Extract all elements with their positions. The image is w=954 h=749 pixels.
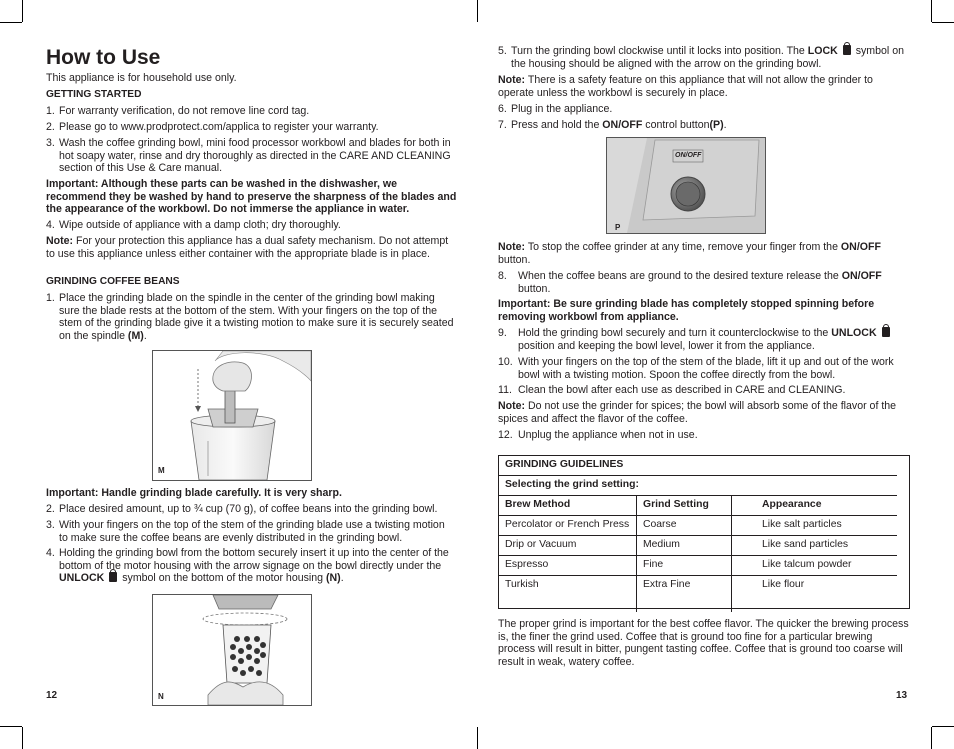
figure-n-illustration — [152, 594, 312, 706]
item-text: For warranty verification, do not remove line cord tag. — [59, 105, 310, 117]
note-text: For your protection this appliance has a dual safety mechanism. Do not attempt to use this appliance unless either container with the appropriate blade is in place. — [46, 235, 449, 260]
item-number: 4. — [46, 219, 55, 231]
list-item — [46, 292, 456, 342]
column-header: Brew Method — [499, 496, 637, 516]
table-cell: Espresso — [499, 556, 637, 576]
table-row — [499, 536, 897, 556]
page-number-right: 13 — [896, 690, 908, 701]
item-number: 12. — [498, 429, 513, 441]
item-text — [498, 45, 910, 70]
unlock-label: UNLOCK — [831, 327, 877, 339]
figure-label: P — [615, 223, 621, 232]
table-row — [499, 556, 897, 576]
figure-p-illustration — [606, 137, 766, 234]
note-label: Note: — [498, 400, 526, 412]
unlock-icon — [882, 327, 890, 337]
item-text-body: Hold the grinding bowl securely and turn it counterclockwise to the — [518, 327, 829, 339]
note-label: Note: — [498, 241, 526, 253]
table-cell: Turkish — [499, 576, 637, 613]
item-text-body: Press and hold the — [511, 119, 600, 131]
table-title-row — [499, 456, 897, 476]
crop-mark — [931, 0, 932, 22]
item-number: 3. — [46, 519, 55, 531]
lock-label: LOCK — [807, 45, 838, 57]
center-mark — [477, 727, 478, 749]
list-item — [498, 429, 910, 442]
item-number: 8. — [498, 270, 507, 282]
item-text — [498, 119, 910, 132]
list-item — [498, 356, 910, 381]
note-label: Note: — [46, 235, 74, 247]
item-text-end: . — [340, 572, 344, 585]
safety-note — [498, 74, 910, 99]
note-text: There is a safety feature on this appliance that will not allow the grinder to operate unless the workbowl is securely in place. — [498, 74, 873, 99]
spice-note — [498, 400, 910, 425]
table-subtitle: Selecting the grind setting: — [499, 476, 897, 496]
note-text: Do not use the grinder for spices; the bowl will absorb some of the flavor of the spices and affect the flavor of the coffee. — [498, 400, 897, 425]
onoff-button-text: ON/OFF — [675, 152, 702, 159]
item-text: Place desired amount, up to ¾ cup (70 g), of coffee beans into the grinding bowl. — [59, 503, 438, 515]
list-item — [498, 103, 910, 116]
item-text-body: symbol on the housing should be aligned with the arrow on the grinding bowl. — [511, 45, 904, 70]
onoff-label: ON/OFF — [602, 119, 643, 131]
table-cell: Medium — [637, 536, 732, 556]
figure-ref: (M) — [127, 329, 144, 342]
onoff-label: ON/OFF — [841, 270, 882, 282]
getting-started-heading: GETTING STARTED — [46, 89, 142, 100]
table-cell: Like flour — [762, 579, 805, 590]
item-text-body: Place the grinding blade on the spindle in the center of the grinding bowl making sure the blade rests at the bottom of the stem. With your fingers on the top of the stem of the grinding blade give it a twisting motion to make sure it is securely seated on the spindle — [59, 292, 454, 342]
grinder-blade-illustration — [153, 351, 311, 480]
closing-paragraph: The proper grind is important for the best coffee flavor. The quicker the brewing process is, the finer the grind used. Coffee that is ground too fine for a particular brewing process will result in bitter, pungent tasting coffee. Coffee that is ground too coarse will result in weak, watery coffee. — [498, 618, 909, 668]
item-number: 2. — [46, 121, 55, 133]
item-number: 3. — [46, 137, 55, 149]
unlock-label: UNLOCK — [59, 572, 105, 585]
grinding-heading: GRINDING COFFEE BEANS — [46, 276, 180, 287]
item-text-body: symbol on the bottom of the motor housing — [122, 572, 324, 585]
important-note: Important: Although these parts can be washed in the dishwasher, we recommend they be washed by hand to preserve the sharpness of the blades and the appearance of the workbowl. Do not immerse the appliance in water. — [46, 178, 457, 216]
figure-ref: (P) — [709, 119, 724, 131]
grinding-guidelines-table — [499, 456, 897, 612]
table-row — [499, 516, 897, 536]
item-text: With your fingers on the top of the stem of the blade, lift it up and out of the work bowl with a twisting motion. Spoon the coffee directly from the bowl. — [518, 356, 894, 381]
page-number-left: 12 — [46, 690, 58, 701]
unlock-icon — [109, 572, 117, 582]
item-number: 10. — [498, 356, 513, 368]
item-text: Clean the bowl after each use as described in CARE and CLEANING. — [518, 384, 846, 396]
item-text — [498, 270, 910, 295]
list-item — [498, 327, 910, 352]
important-note: Important: Be sure grinding blade has completely stopped spinning before removing workbowl from appliance. — [498, 298, 875, 323]
table-row — [499, 576, 897, 613]
item-number: 6. — [498, 103, 507, 115]
table-title: GRINDING GUIDELINES — [499, 456, 897, 476]
crop-mark — [932, 22, 954, 23]
list-item — [46, 503, 456, 516]
page-title: How to Use — [46, 46, 161, 69]
table-subtitle-row — [499, 476, 897, 496]
important-note: Important: Handle grinding blade carefully. It is very sharp. — [46, 487, 342, 499]
item-text-body: Holding the grinding bowl from the bottom securely insert it up into the center of the bottom of the motor housing with the arrow signage on the bowl directly under the — [59, 547, 449, 572]
list-item — [46, 137, 456, 175]
item-number: 2. — [46, 503, 55, 515]
crop-mark — [22, 727, 23, 749]
table-header-row — [499, 496, 897, 516]
item-text: Unplug the appliance when not in use. — [518, 429, 698, 441]
lock-icon — [843, 45, 851, 55]
item-text-end: . — [143, 329, 147, 342]
table-cell: Percolator or French Press — [499, 516, 637, 536]
item-number: 5. — [498, 45, 507, 57]
center-mark — [477, 0, 478, 22]
crop-mark — [22, 0, 23, 22]
item-text — [498, 327, 910, 352]
list-item — [498, 270, 910, 295]
table-cell: Like sand particles — [732, 536, 898, 556]
grinding-guidelines-box — [498, 455, 910, 609]
item-text: Please go to www.prodprotect.com/applica to register your warranty. — [59, 121, 379, 133]
item-text — [46, 547, 456, 585]
item-text: Wash the coffee grinding bowl, mini food processor workbowl and blades for both in hot soapy water, rinse and dry thoroughly as directed in the CARE AND CLEANING section of this Use & Care manual. — [59, 137, 451, 175]
list-item — [46, 219, 456, 232]
table-cell: Like talcum powder — [732, 556, 898, 576]
item-text-end: . — [723, 119, 727, 131]
item-number: 7. — [498, 119, 507, 131]
column-header: Appearance — [732, 496, 898, 516]
onoff-label: ON/OFF — [840, 241, 881, 253]
item-text-body: When the coffee beans are ground to the desired texture release the — [518, 270, 839, 282]
column-header: Grind Setting — [637, 496, 732, 516]
crop-mark — [0, 22, 22, 23]
item-text: Plug in the appliance. — [511, 103, 613, 115]
figure-label: M — [158, 466, 165, 475]
list-item — [46, 105, 456, 118]
list-item — [46, 547, 456, 585]
table-cell: Like salt particles — [732, 516, 898, 536]
item-text: Wipe outside of appliance with a damp cloth; dry thoroughly. — [59, 219, 341, 231]
intro-text: This appliance is for household use only. — [46, 72, 237, 84]
table-cell: Extra Fine — [637, 576, 732, 613]
list-item — [498, 119, 910, 132]
item-number: 11. — [498, 384, 512, 396]
list-item — [46, 519, 456, 544]
item-text-body: control button — [645, 119, 710, 131]
figure-m-illustration — [152, 350, 312, 481]
note-text: To stop the coffee grinder at any time, remove your finger from the — [527, 241, 838, 253]
item-number: 9. — [498, 327, 507, 339]
stop-note — [498, 241, 910, 266]
item-text-body: button. — [518, 282, 551, 295]
grinder-insert-illustration — [153, 595, 311, 705]
list-item — [498, 45, 910, 70]
table-cell: Fine — [637, 556, 732, 576]
crop-mark — [932, 726, 954, 727]
item-text: With your fingers on the top of the stem of the grinding blade use a twisting motion to make sure the coffee beans are evenly distributed in the grinding bowl. — [59, 519, 445, 544]
table-cell: Drip or Vacuum — [499, 536, 637, 556]
note-text: button. — [498, 253, 531, 266]
figure-label: N — [158, 692, 164, 701]
figure-ref: (N) — [326, 572, 341, 585]
item-number: 1. — [46, 105, 55, 117]
item-number: 4. — [46, 547, 55, 559]
table-cell: Coarse — [637, 516, 732, 536]
item-text-body: Turn the grinding bowl clockwise until it locks into position. The — [511, 45, 805, 57]
note-label: Note: — [498, 74, 526, 86]
list-item — [498, 384, 910, 397]
crop-mark — [931, 727, 932, 749]
item-text — [46, 292, 456, 342]
item-text-body: position and keeping the bowl level, lower it from the appliance. — [518, 339, 815, 352]
safety-note — [46, 235, 456, 260]
crop-mark — [0, 726, 22, 727]
item-number: 1. — [46, 292, 55, 304]
list-item — [46, 121, 456, 134]
